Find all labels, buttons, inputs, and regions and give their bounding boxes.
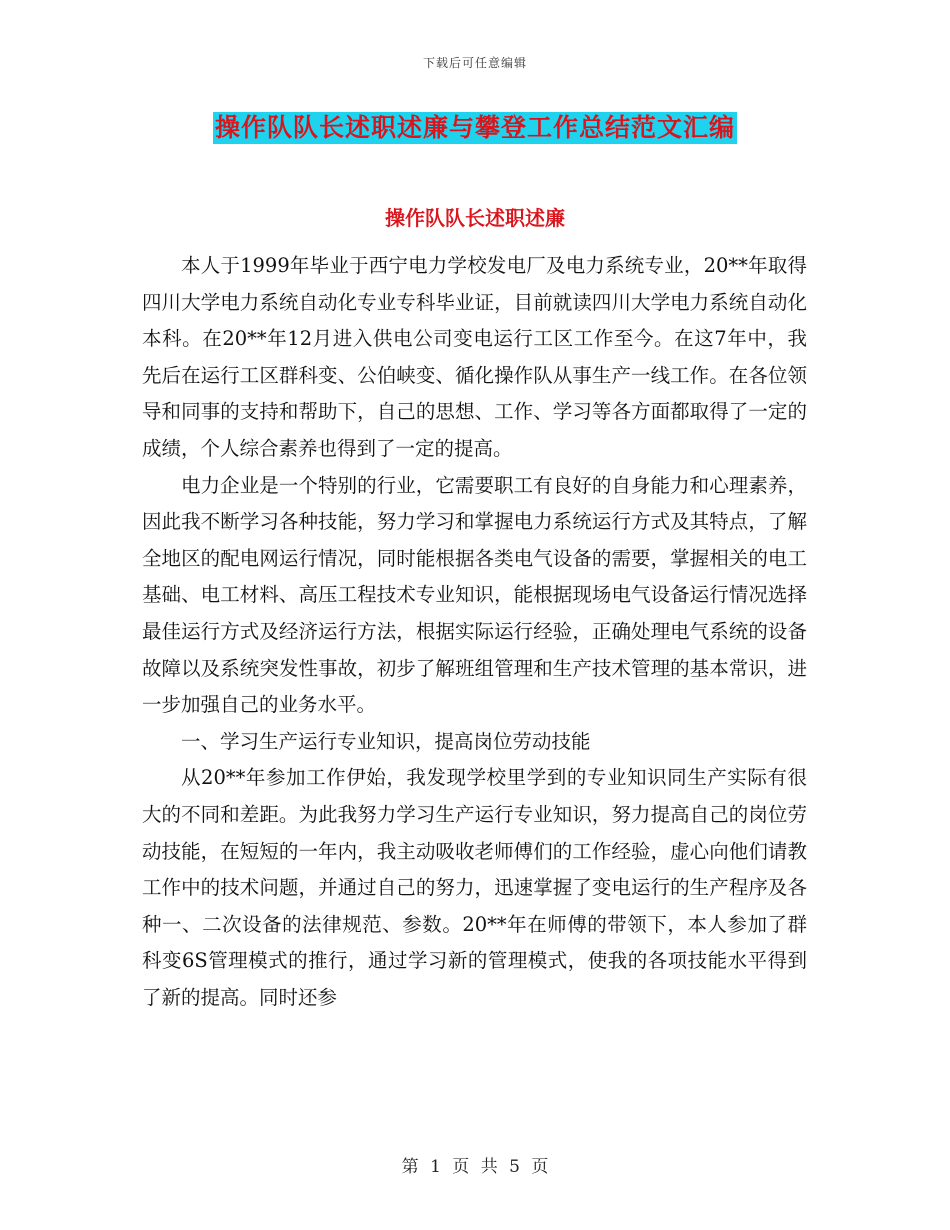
section-title: 操作队队长述职述廉 [385,206,565,230]
document-title-container [0,112,950,144]
document-title: 操作队队长述职述廉与攀登工作总结范文汇编 [214,113,735,142]
page-number-footer: 第 1 页 共 5 页 [401,1157,549,1177]
paragraph-3: 从20**年参加工作伊始，我发现学校里学到的专业知识同生产实际有很大的不同和差距。为此我努力学习生产运行专业知识，努力提高自己的岗位劳动技能，在短短的一年内，我主动吸收老师傅们的工作经验，虚心向他们请教工作中的技术问题，并通过自己的努力，迅速掌握了变电运行的生产程序及各种一、二次设备的法律规范、参数。20**年在师傅的带领下，本人参加了群科变6S管理模式的推行，通过学习新的管理模式，使我的各项技能水平得到了新的提高。同时还参 [142,766,807,1009]
document-body [142,248,807,1016]
page-header-note: 下载后可任意编辑 [422,56,527,70]
paragraph-1: 本人于1999年毕业于西宁电力学校发电厂及电力系统专业，20**年取得四川大学电力系统自动化专业专科毕业证，目前就读四川大学电力系统自动化本科。在20**年12月进入供电公司变电运行工区工作至今。在这7年中，我先后在运行工区群科变、公伯峡变、循化操作队从事生产一线工作。在各位领导和同事的支持和帮助下，自己的思想、工作、学习等各方面都取得了一定的成绩，个人综合素养也得到了一定的提高。 [142,254,807,460]
paragraph-2: 电力企业是一个特别的行业，它需要职工有良好的自身能力和心理素养，因此我不断学习各种技能，努力学习和掌握电力系统运行方式及其特点，了解全地区的配电网运行情况，同时能根据各类电气设备的需要，掌握相关的电工基础、电工材料、高压工程技术专业知识，能根据现场电气设备运行情况选择最佳运行方式及经济运行方法，根据实际运行经验，正确处理电气系统的设备故障以及系统突发性事故，初步了解班组管理和生产技术管理的基本常识，进一步加强自己的业务水平。 [142,473,807,717]
section-heading-1: 一、学习生产运行专业知识，提高岗位劳动技能 [181,729,591,753]
